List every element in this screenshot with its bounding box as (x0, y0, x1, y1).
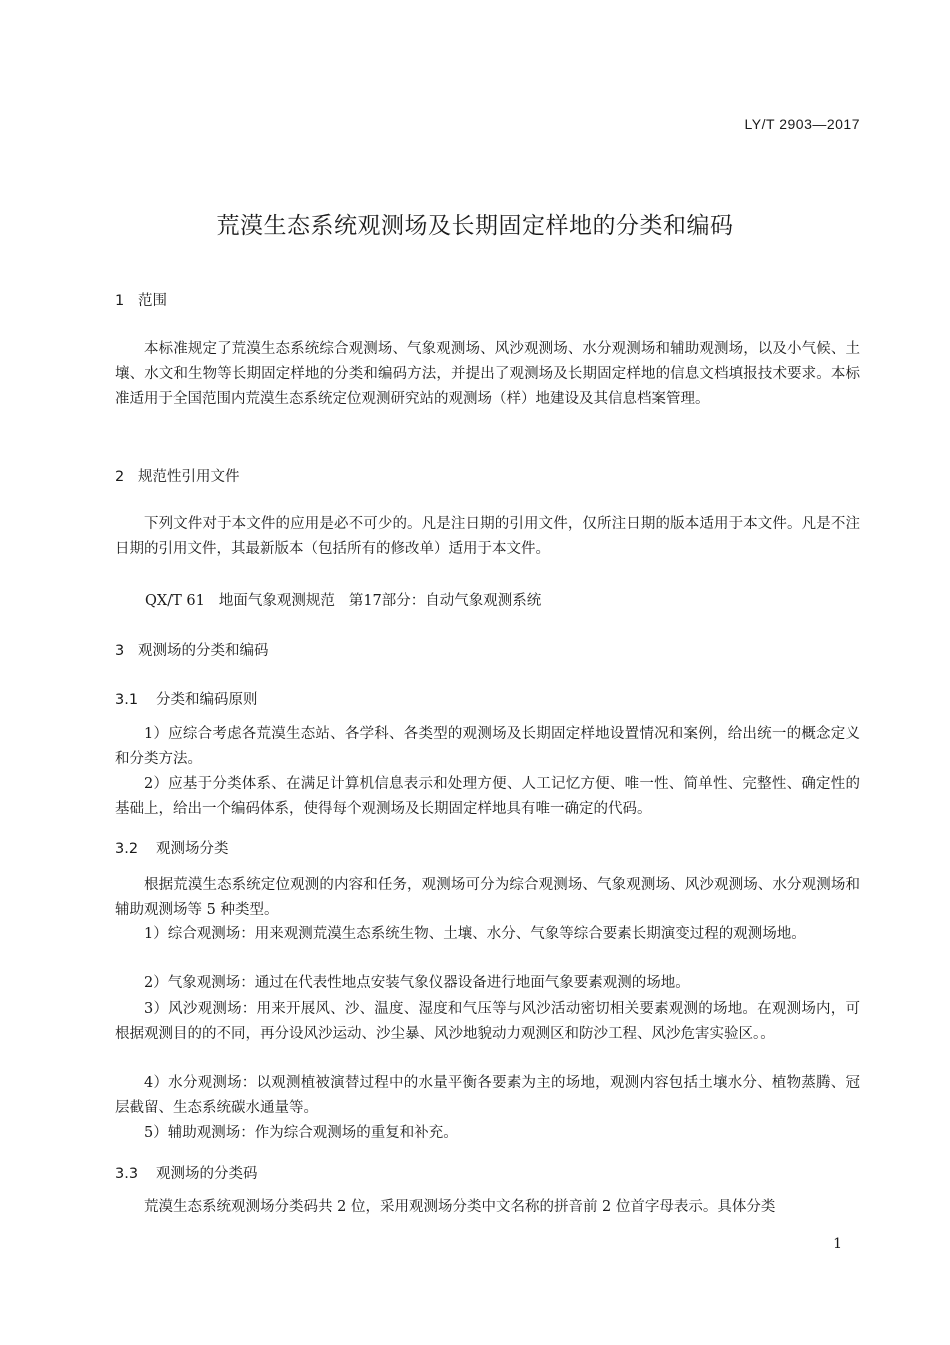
section-number: 2 (115, 469, 125, 485)
classification-item-4: 4）水分观测场：以观测植被演替过程中的水量平衡各要素为主的场地，观测内容包括土壤水分、植物蒸腾、冠层截留、生态系统碳水通量等。 (115, 1075, 860, 1116)
classification-item-2: 2）气象观测场：通过在代表性地点安装气象仪器设备进行地面气象要素观测的场地。 (144, 975, 690, 991)
section-number: 1 (115, 293, 125, 309)
classification-code-paragraph: 荒漠生态系统观测场分类码共 2 位，采用观测场分类中文名称的拼音前 2 位首字母表示。具体分类 (144, 1199, 776, 1215)
reference-part: 第17部分：自动气象观测系统 (348, 593, 542, 609)
reference-title: 地面气象观测规范 (218, 593, 335, 609)
reference-code: QX/T 61 (145, 593, 205, 609)
section-number: 3.1 (115, 692, 139, 708)
section-title: 规范性引用文件 (138, 469, 240, 485)
principle-item-1: 1）应综合考虑各荒漠生态站、各学科、各类型的观测场及长期固定样地设置情况和案例，给出统一的概念定义和分类方法。 (115, 726, 860, 767)
standard-code: LY/T 2903—2017 (744, 116, 860, 132)
principle-item-2: 2）应基于分类体系、在满足计算机信息表示和处理方便、人工记忆方便、唯一性、简单性、完整性、确定性的基础上，给出一个编码体系，使得每个观测场及长期固定样地具有唯一确定的代码。 (115, 776, 860, 817)
section-title: 观测场分类 (156, 841, 229, 857)
section-title: 观测场的分类和编码 (138, 643, 269, 659)
section-3-heading (115, 639, 269, 660)
section-title: 分类和编码原则 (156, 692, 258, 708)
section-2-paragraph: 下列文件对于本文件的应用是必不可少的。凡是注日期的引用文件，仅所注日期的版本适用于本文件。凡是不注日期的引用文件，其最新版本（包括所有的修改单）适用于本文件。 (115, 516, 860, 557)
section-title: 范围 (138, 293, 167, 309)
classification-item-1: 1）综合观测场：用来观测荒漠生态系统生物、土壤、水分、气象等综合要素长期演变过程的观测场地。 (144, 926, 806, 942)
section-1-heading (115, 289, 167, 310)
section-3-3-heading (115, 1162, 258, 1183)
section-3-2-heading (115, 837, 229, 858)
section-number: 3.3 (115, 1166, 139, 1182)
section-2-heading (115, 465, 240, 486)
section-number: 3 (115, 643, 125, 659)
page-number: 1 (833, 1236, 842, 1252)
section-title: 观测场的分类码 (156, 1166, 258, 1182)
classification-item-3: 3）风沙观测场：用来开展风、沙、温度、湿度和气压等与风沙活动密切相关要素观测的场地。在观测场内，可根据观测目的的不同，再分设风沙运动、沙尘暴、风沙地貌动力观测区和防沙工程、风沙危害实验区。。 (115, 1001, 860, 1042)
normative-reference (145, 589, 555, 610)
section-number: 3.2 (115, 841, 139, 857)
document-title: 荒漠生态系统观测场及长期固定样地的分类和编码 (216, 213, 734, 239)
section-3-1-heading (115, 688, 258, 709)
classification-intro: 根据荒漠生态系统定位观测的内容和任务，观测场可分为综合观测场、气象观测场、风沙观测场、水分观测场和辅助观测场等 5 种类型。 (115, 877, 860, 918)
classification-item-5: 5）辅助观测场：作为综合观测场的重复和补充。 (144, 1125, 458, 1141)
section-1-paragraph: 本标准规定了荒漠生态系统综合观测场、气象观测场、风沙观测场、水分观测场和辅助观测场，以及小气候、土壤、水文和生物等长期固定样地的分类和编码方法，并提出了观测场及长期固定样地的信息文档填报技术要求。本标准适用于全国范围内荒漠生态系统定位观测研究站的观测场（样）地建设及其信息档案管理。 (115, 341, 860, 407)
